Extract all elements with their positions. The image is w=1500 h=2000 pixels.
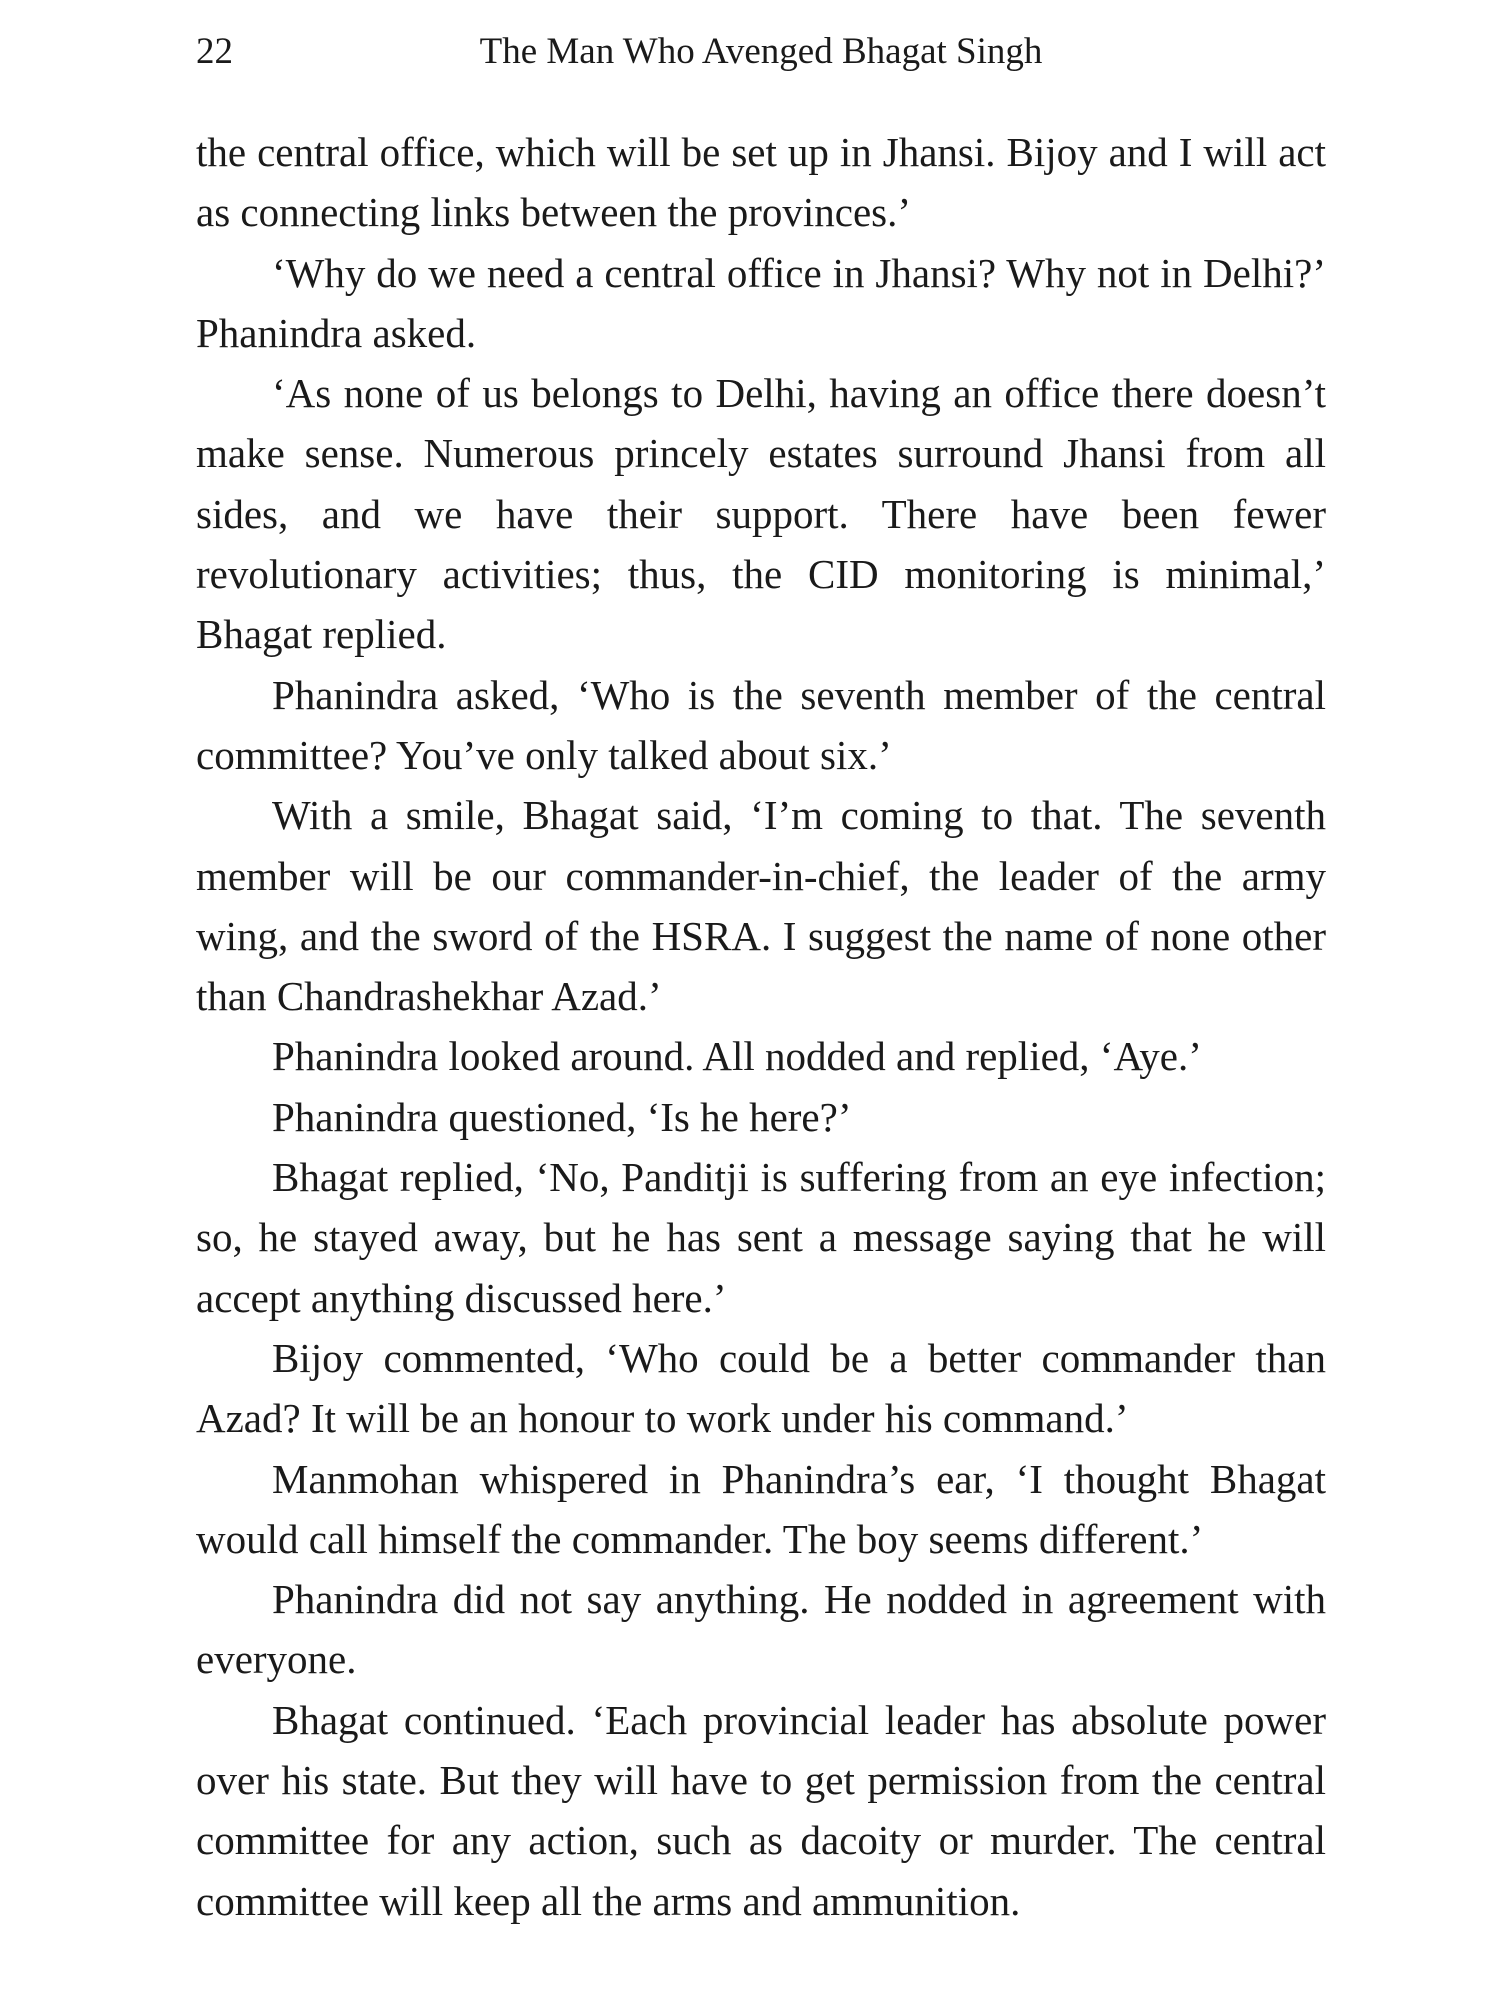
paragraph: ‘Why do we need a central office in Jhansi? Why not in Delhi?’ Phanindra asked. (196, 249, 1326, 356)
paragraph: Phanindra questioned, ‘Is he here?’ (272, 1093, 852, 1140)
paragraph: Bijoy commented, ‘Who could be a better commander than Azad? It will be an honour to work under his command.’ (196, 1334, 1326, 1442)
paragraph: ‘As none of us belongs to Delhi, having an office there doesn’t make sense. Numerous princely estates surround Jhansi from all sides, and we have their support. There have been fewer revolutionary activities; thus, the CID monitoring is minimal,’ Bhagat replied. (196, 370, 1326, 658)
paragraph: Phanindra did not say anything. He nodded in agreement with everyone. (196, 1576, 1326, 1683)
paragraph: Bhagat continued. ‘Each provincial leader has absolute power over his state. But they will have to get permission from the central committee for any action, such as dacoity or murder. The central committee will keep all the arms and ammunition. (196, 1696, 1326, 1924)
paragraph: the central office, which will be set up in Jhansi. Bijoy and I will act as connecting links between the provinces.’ (196, 129, 1326, 236)
running-title: The Man Who Avenged Bhagat Singh (479, 31, 1043, 72)
paragraph: Phanindra looked around. All nodded and replied, ‘Aye.’ (272, 1033, 1202, 1080)
paragraph: Phanindra asked, ‘Who is the seventh member of the central committee? You’ve only talked about six.’ (196, 671, 1326, 778)
body-text (196, 122, 1326, 1931)
paragraph: Bhagat replied, ‘No, Panditji is suffering from an eye infection; so, he stayed away, but he has sent a message saying that he will accept anything discussed here.’ (196, 1154, 1326, 1321)
page-number: 22 (196, 31, 233, 72)
page-header (196, 22, 1326, 82)
paragraph: Manmohan whispered in Phanindra’s ear, ‘I thought Bhagat would call himself the commander. The boy seems different.’ (196, 1455, 1326, 1562)
paragraph: With a smile, Bhagat said, ‘I’m coming to that. The seventh member will be our commander-in-chief, the leader of the army wing, and the sword of the HSRA. I suggest the name of none other than Chandrashekhar Azad.’ (196, 792, 1326, 1020)
